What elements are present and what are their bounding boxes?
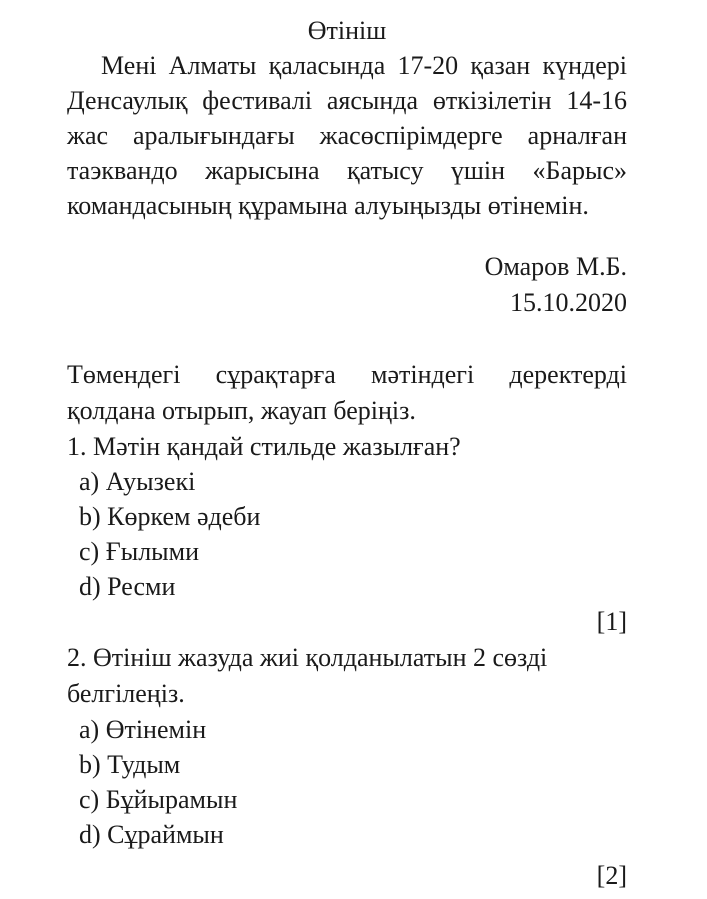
question-1-option-d: d) Ресми xyxy=(79,572,176,601)
task-instruction: Төмендегі сұрақтарға мәтіндегі деректерді қолдана отырып, жауап беріңіз. xyxy=(67,360,627,425)
question-2-option-b: b) Тудым xyxy=(79,750,181,779)
question-1-option-b: b) Көркем әдеби xyxy=(79,502,261,531)
question-2-text: 2. Өтініш жазуда жиі қолданылатын 2 сөзді белгілеңіз. xyxy=(67,643,548,708)
signature-block xyxy=(67,249,627,321)
question-1-option-c: c) Ғылыми xyxy=(79,537,200,566)
question-1-option-a: a) Ауызекі xyxy=(79,467,196,496)
signature-date: 15.10.2020 xyxy=(510,288,627,317)
application-body-text: Мені Алматы қаласында 17-20 қазан күндері Денсаулық фестивалі аясында өткізілетін 14-16 жас аралығындағы жасөспірімдерге арналған таэквандо жарысына қатысу үшін «Барыс» командасының құрамына алуыңызды өтінемін. xyxy=(67,51,627,220)
question-2-options xyxy=(67,712,627,852)
question-1-marks: [1] xyxy=(596,607,627,636)
signature-name: Омаров М.Б. xyxy=(484,252,627,281)
document-page xyxy=(67,0,627,894)
document-title: Өтініш xyxy=(307,16,387,45)
question-2-marks: [2] xyxy=(596,861,627,890)
question-1-text: 1. Мәтін қандай стильде жазылған? xyxy=(67,432,461,461)
question-2-option-a: a) Өтінемін xyxy=(79,715,207,744)
question-1-options xyxy=(67,464,627,604)
question-2-option-d: d) Сұраймын xyxy=(79,820,224,849)
question-1 xyxy=(67,429,627,640)
question-2 xyxy=(67,640,627,894)
question-2-option-c: c) Бұйырамын xyxy=(79,785,238,814)
